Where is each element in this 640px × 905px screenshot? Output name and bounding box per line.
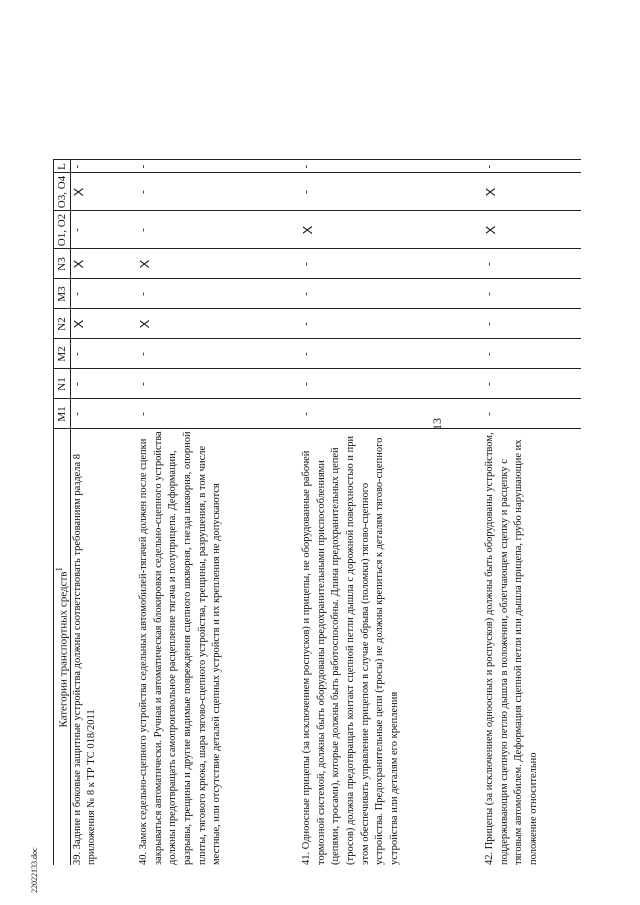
requirement-text: 41. Одноосные прицепы (за исключением роспусков) и прицепы, не оборудованные рабочей тормозной системой, должны быть оборудованы предохранительными приспособлениями (цепями, тросами), которые должны быть работоспособны. Длина предохранительных цепей (тросов) должна предотвращать контакт сцепной петли дышла с дорожной поверхностью и при этом обеспечивать управление прицепом в случае обрыва (поломки) тягово-сцепного устройства. Предохранительные цепи (тросы) не должны крепиться к деталям тягово-сцепного устройства или деталям его крепления [300, 429, 483, 865]
header-row [54, 160, 71, 865]
header-o3-o4: O3, O4 [54, 173, 71, 211]
mark-cell: - [300, 339, 483, 369]
header-category-footnote: 1 [54, 566, 64, 572]
mark-cell: - [137, 399, 300, 429]
header-m1: M1 [54, 399, 71, 429]
mark-cell: X [70, 309, 137, 339]
header-category-label: Категории транспортных средств [57, 571, 70, 728]
mark-cell: - [70, 160, 137, 173]
mark-cell: X [483, 173, 581, 211]
mark-cell: - [483, 369, 581, 399]
header-l: L [54, 160, 71, 173]
header-n3: N3 [54, 249, 71, 279]
header-category [54, 429, 71, 865]
mark-cell: - [483, 279, 581, 309]
footer-code: 22022133.doc [30, 847, 39, 893]
mark-cell: - [300, 249, 483, 279]
table-row [137, 160, 300, 865]
mark-cell: X [300, 211, 483, 249]
mark-cell: - [300, 369, 483, 399]
header-n2: N2 [54, 309, 71, 339]
mark-cell: - [137, 173, 300, 211]
mark-cell: X [137, 249, 300, 279]
mark-cell: - [137, 160, 300, 173]
mark-cell: - [70, 279, 137, 309]
mark-cell: - [70, 339, 137, 369]
mark-cell: X [70, 173, 137, 211]
table-row [300, 160, 483, 865]
header-n1: N1 [54, 369, 71, 399]
table-row [483, 160, 581, 865]
requirement-text: 39. Задние и боковые защитные устройства должны соответствовать требованиям раздела 8 приложения № 8 к ТР ТС 018/2011 [70, 429, 137, 865]
mark-cell: - [70, 369, 137, 399]
header-o1-o2: O1, O2 [54, 211, 71, 249]
table-row [70, 160, 137, 865]
mark-cell: - [300, 279, 483, 309]
mark-cell: - [300, 173, 483, 211]
mark-cell: - [300, 399, 483, 429]
mark-cell: - [137, 279, 300, 309]
header-m3: M3 [54, 279, 71, 309]
mark-cell: X [483, 211, 581, 249]
mark-cell: - [483, 249, 581, 279]
mark-cell: - [70, 399, 137, 429]
mark-cell: X [70, 249, 137, 279]
header-m2: M2 [54, 339, 71, 369]
requirement-text: 40. Замок седельно-сцепного устройства седельных автомобилей-тягачей должен после сцепки закрываться автоматически. Ручная и автоматическая блокировки седельно-сцепного устройства должны предотвращать самопроизвольное расцепление тягача и полуприцепа. Деформации, разрывы, трещины и другие видимые повреждения сцепного шкворня, гнезда шкворня, опорной плиты, тягового крюка, шара тягово-сцепного устройства, трещины, разрушения, в том числе местные, или отсутствие деталей сцепных устройств и их крепления не допускаются [137, 429, 300, 865]
page-number: 13 [430, 418, 444, 430]
mark-cell: - [483, 339, 581, 369]
mark-cell: X [137, 309, 300, 339]
mark-cell: - [300, 309, 483, 339]
mark-cell: - [483, 399, 581, 429]
mark-cell: - [137, 369, 300, 399]
requirement-text: 42. Прицепы (за исключением одноосных и роспусков) должны быть оборудованы устройством, поддерживающим сцепную петлю дышла в положении, облегчающем сцепку и расцепку с тяговым автомобилем. Деформация сцепной петли или дышла прицепа, грубо нарушающие их положение относительно [483, 429, 581, 865]
mark-cell: - [137, 211, 300, 249]
mark-cell: - [483, 309, 581, 339]
mark-cell: - [483, 160, 581, 173]
mark-cell: - [300, 160, 483, 173]
mark-cell: - [70, 211, 137, 249]
requirements-table [53, 160, 581, 866]
mark-cell: - [137, 339, 300, 369]
